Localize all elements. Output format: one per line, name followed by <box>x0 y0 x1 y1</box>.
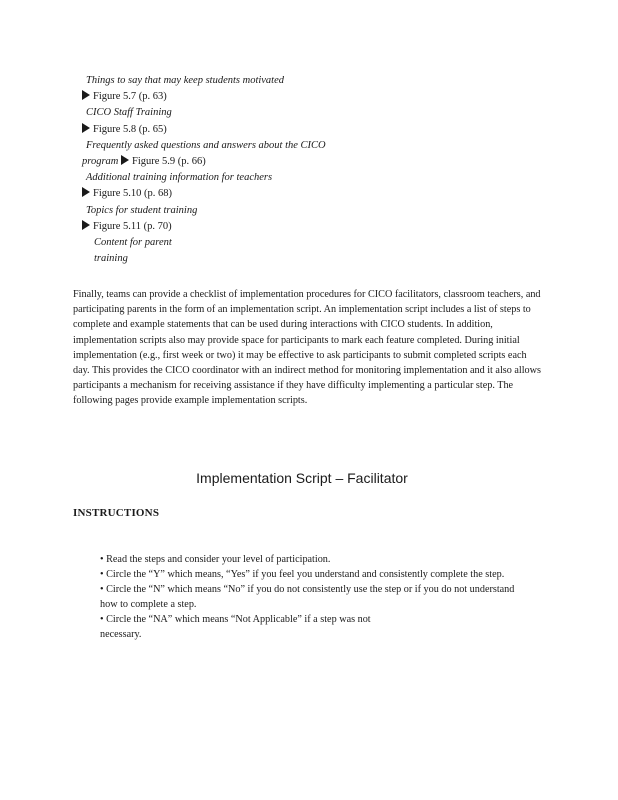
figure-label: Figure 5.8 (p. 65) <box>93 123 167 135</box>
arrow-icon <box>82 187 90 197</box>
arrow-icon <box>82 123 90 133</box>
toc-topic: CICO Staff Training <box>86 107 172 119</box>
toc-topic: Things to say that may keep students motivated <box>86 75 285 86</box>
arrow-icon <box>121 155 129 165</box>
toc-topic-continued: program <box>82 156 119 168</box>
toc-figure-ref <box>82 186 382 202</box>
toc-figure-ref <box>82 122 382 138</box>
instruction-list <box>100 552 530 642</box>
list-item: • Circle the “NA” which means “Not Applicable” if a step was not necessary. <box>100 614 371 640</box>
figure-reference-list <box>82 73 382 267</box>
toc-figure-ref <box>82 154 382 170</box>
instructions-heading: INSTRUCTIONS <box>73 507 160 519</box>
script-title: Implementation Script – Facilitator <box>196 470 408 486</box>
toc-topic: Additional training information for teachers <box>86 172 273 184</box>
arrow-icon <box>82 220 90 230</box>
figure-label: Figure 5.9 (p. 66) <box>132 156 206 168</box>
list-item: • Circle the “Y” which means, “Yes” if you feel you understand and consistently complete the step. <box>100 569 505 580</box>
arrow-icon <box>82 90 90 100</box>
list-item: • Read the steps and consider your level of participation. <box>100 554 331 565</box>
figure-label: Figure 5.7 (p. 63) <box>93 91 167 103</box>
toc-figure-ref <box>82 89 382 105</box>
figure-label: Figure 5.10 (p. 68) <box>93 188 173 200</box>
toc-topic: Content for parent training <box>94 237 172 265</box>
toc-topic: Topics for student training <box>86 204 198 216</box>
list-item: • Circle the “N” which means “No” if you do not consistently use the step or if you do not understand how to complete a step. <box>100 584 515 610</box>
body-paragraph: Finally, teams can provide a checklist of implementation procedures for CICO facilitators, classroom teachers, and participating parents in the form of an implementation script. An implementation script includes a list of steps to complete and example statements that can be used during interactions with CICO students. In addition, implementation scripts also may provide space for participants to mark each feature completed. During initial implementation (e.g., first week or two) it may be effective to ask participants to submit completed scripts each day. This provides the CICO coordinator with an indirect method for monitoring implementation and it also allows participants a mechanism for receiving assistance if they have difficulty implementing a particular step. The following pages provide example implementation scripts. <box>73 289 541 407</box>
figure-label: Figure 5.11 (p. 70) <box>93 220 172 232</box>
toc-figure-ref <box>82 219 382 235</box>
toc-topic: Frequently asked questions and answers about the CICO <box>86 139 326 151</box>
